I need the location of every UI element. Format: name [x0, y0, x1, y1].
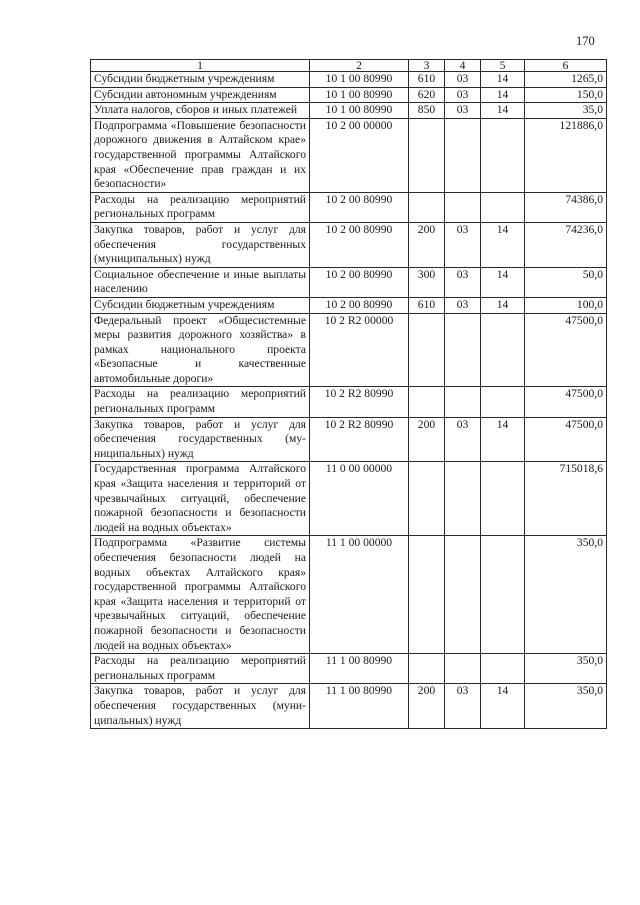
- subsection-cell: 14: [481, 684, 525, 729]
- subsection-cell: 14: [481, 417, 525, 462]
- amount-cell: 74236,0: [525, 222, 607, 267]
- table-row: [91, 654, 607, 684]
- table-row: [91, 222, 607, 267]
- amount-cell: 1265,0: [525, 72, 607, 88]
- table-row: [91, 387, 607, 417]
- row-name-cell: Субсидии бюджетным учреждениям: [91, 72, 310, 88]
- amount-cell: 350,0: [525, 684, 607, 729]
- table-row: [91, 72, 607, 88]
- amount-cell: 350,0: [525, 654, 607, 684]
- expense-type-cell: 620: [409, 87, 445, 103]
- amount-cell: 47500,0: [525, 313, 607, 387]
- table-body: [91, 72, 607, 729]
- table-row: [91, 87, 607, 103]
- row-name-cell: Закупка товаров, работ и услуг для обеспечения государственных (муниципальных) нужд: [91, 222, 310, 267]
- expense-type-cell: 200: [409, 684, 445, 729]
- expense-type-cell: 610: [409, 297, 445, 313]
- amount-cell: 50,0: [525, 267, 607, 297]
- target-code-cell: 10 2 00 80990: [310, 222, 409, 267]
- target-code-cell: 10 2 R2 80990: [310, 387, 409, 417]
- expense-type-cell: [409, 536, 445, 654]
- column-header: 4: [445, 60, 481, 72]
- subsection-cell: [481, 654, 525, 684]
- table-row: [91, 417, 607, 462]
- budget-table: [90, 59, 607, 729]
- subsection-cell: 14: [481, 297, 525, 313]
- target-code-cell: 10 1 00 80990: [310, 87, 409, 103]
- table-row: [91, 118, 607, 192]
- subsection-cell: 14: [481, 222, 525, 267]
- subsection-cell: [481, 462, 525, 536]
- target-code-cell: 10 2 00 00000: [310, 118, 409, 192]
- row-name-cell: Уплата налогов, сборов и иных платежей: [91, 103, 310, 119]
- expense-type-cell: [409, 192, 445, 222]
- amount-cell: 74386,0: [525, 192, 607, 222]
- page-number: 170: [576, 34, 595, 48]
- table-row: [91, 462, 607, 536]
- subsection-cell: [481, 118, 525, 192]
- section-cell: [445, 313, 481, 387]
- amount-cell: 715018,6: [525, 462, 607, 536]
- amount-cell: 47500,0: [525, 417, 607, 462]
- target-code-cell: 10 2 R2 80990: [310, 417, 409, 462]
- column-header: 2: [310, 60, 409, 72]
- row-name-cell: Расходы на реализацию мероприятий региональных программ: [91, 387, 310, 417]
- target-code-cell: 10 2 R2 00000: [310, 313, 409, 387]
- table-row: [91, 103, 607, 119]
- amount-cell: 350,0: [525, 536, 607, 654]
- subsection-cell: 14: [481, 87, 525, 103]
- section-cell: 03: [445, 684, 481, 729]
- section-cell: 03: [445, 72, 481, 88]
- row-name-cell: Федеральный проект «Общесистемные меры развития дорожного хозяйства» в рамках национального проекта «Безопасные и качественные автомобильные дороги»: [91, 313, 310, 387]
- amount-cell: 47500,0: [525, 387, 607, 417]
- header-row: [91, 60, 607, 72]
- section-cell: 03: [445, 103, 481, 119]
- table-row: [91, 684, 607, 729]
- amount-cell: 150,0: [525, 87, 607, 103]
- target-code-cell: 10 1 00 80990: [310, 72, 409, 88]
- amount-cell: 121886,0: [525, 118, 607, 192]
- expense-type-cell: [409, 313, 445, 387]
- subsection-cell: [481, 536, 525, 654]
- row-name-cell: Расходы на реализацию мероприятий региональных программ: [91, 654, 310, 684]
- subsection-cell: [481, 387, 525, 417]
- amount-cell: 100,0: [525, 297, 607, 313]
- expense-type-cell: 610: [409, 72, 445, 88]
- amount-cell: 35,0: [525, 103, 607, 119]
- section-cell: [445, 654, 481, 684]
- expense-type-cell: 200: [409, 222, 445, 267]
- section-cell: 03: [445, 417, 481, 462]
- expense-type-cell: 850: [409, 103, 445, 119]
- section-cell: [445, 192, 481, 222]
- section-cell: 03: [445, 87, 481, 103]
- section-cell: [445, 536, 481, 654]
- row-name-cell: Подпрограмма «Развитие системы обеспечения безопасности людей на водных объектах Алтайского края» государственной программы Алтайского края «Защита населения и территорий от чрезвычайных ситуаций, обеспечение пожарной безопасности и безопасности людей на водных объектах»: [91, 536, 310, 654]
- target-code-cell: 10 2 00 80990: [310, 192, 409, 222]
- section-cell: [445, 462, 481, 536]
- expense-type-cell: [409, 387, 445, 417]
- subsection-cell: 14: [481, 72, 525, 88]
- table-row: [91, 297, 607, 313]
- target-code-cell: 10 1 00 80990: [310, 103, 409, 119]
- subsection-cell: 14: [481, 103, 525, 119]
- expense-type-cell: [409, 118, 445, 192]
- target-code-cell: 11 1 00 80990: [310, 654, 409, 684]
- expense-type-cell: [409, 462, 445, 536]
- row-name-cell: Субсидии бюджетным учреждениям: [91, 297, 310, 313]
- column-header: 1: [91, 60, 310, 72]
- column-header: 5: [481, 60, 525, 72]
- row-name-cell: Субсидии автономным учреждениям: [91, 87, 310, 103]
- expense-type-cell: 300: [409, 267, 445, 297]
- target-code-cell: 10 2 00 80990: [310, 297, 409, 313]
- row-name-cell: Государственная программа Алтайского края «Защита населения и территорий от чрезвычайных ситуаций, обеспечение пожарной безопасности и безопасности людей на водных объектах»: [91, 462, 310, 536]
- section-cell: 03: [445, 267, 481, 297]
- row-name-cell: Подпрограмма «Повышение безопасности дорожного движения в Алтайском крае» государственной программы Алтайского края «Обеспечение прав граждан и их безопасности»: [91, 118, 310, 192]
- table-row: [91, 192, 607, 222]
- table-row: [91, 536, 607, 654]
- row-name-cell: Закупка товаров, работ и услуг для обеспечения государственных (муниципальных) нужд: [91, 684, 310, 729]
- table-row: [91, 267, 607, 297]
- subsection-cell: [481, 192, 525, 222]
- column-header: 3: [409, 60, 445, 72]
- target-code-cell: 11 1 00 00000: [310, 536, 409, 654]
- section-cell: 03: [445, 222, 481, 267]
- table-row: [91, 313, 607, 387]
- subsection-cell: 14: [481, 267, 525, 297]
- row-name-cell: Закупка товаров, работ и услуг для обеспечения государственных (муниципальных) нужд: [91, 417, 310, 462]
- row-name-cell: Социальное обеспечение и иные выплаты населению: [91, 267, 310, 297]
- subsection-cell: [481, 313, 525, 387]
- section-cell: 03: [445, 297, 481, 313]
- section-cell: [445, 118, 481, 192]
- expense-type-cell: 200: [409, 417, 445, 462]
- target-code-cell: 10 2 00 80990: [310, 267, 409, 297]
- target-code-cell: 11 0 00 00000: [310, 462, 409, 536]
- expense-type-cell: [409, 654, 445, 684]
- section-cell: [445, 387, 481, 417]
- column-header: 6: [525, 60, 607, 72]
- row-name-cell: Расходы на реализацию мероприятий региональных программ: [91, 192, 310, 222]
- target-code-cell: 11 1 00 80990: [310, 684, 409, 729]
